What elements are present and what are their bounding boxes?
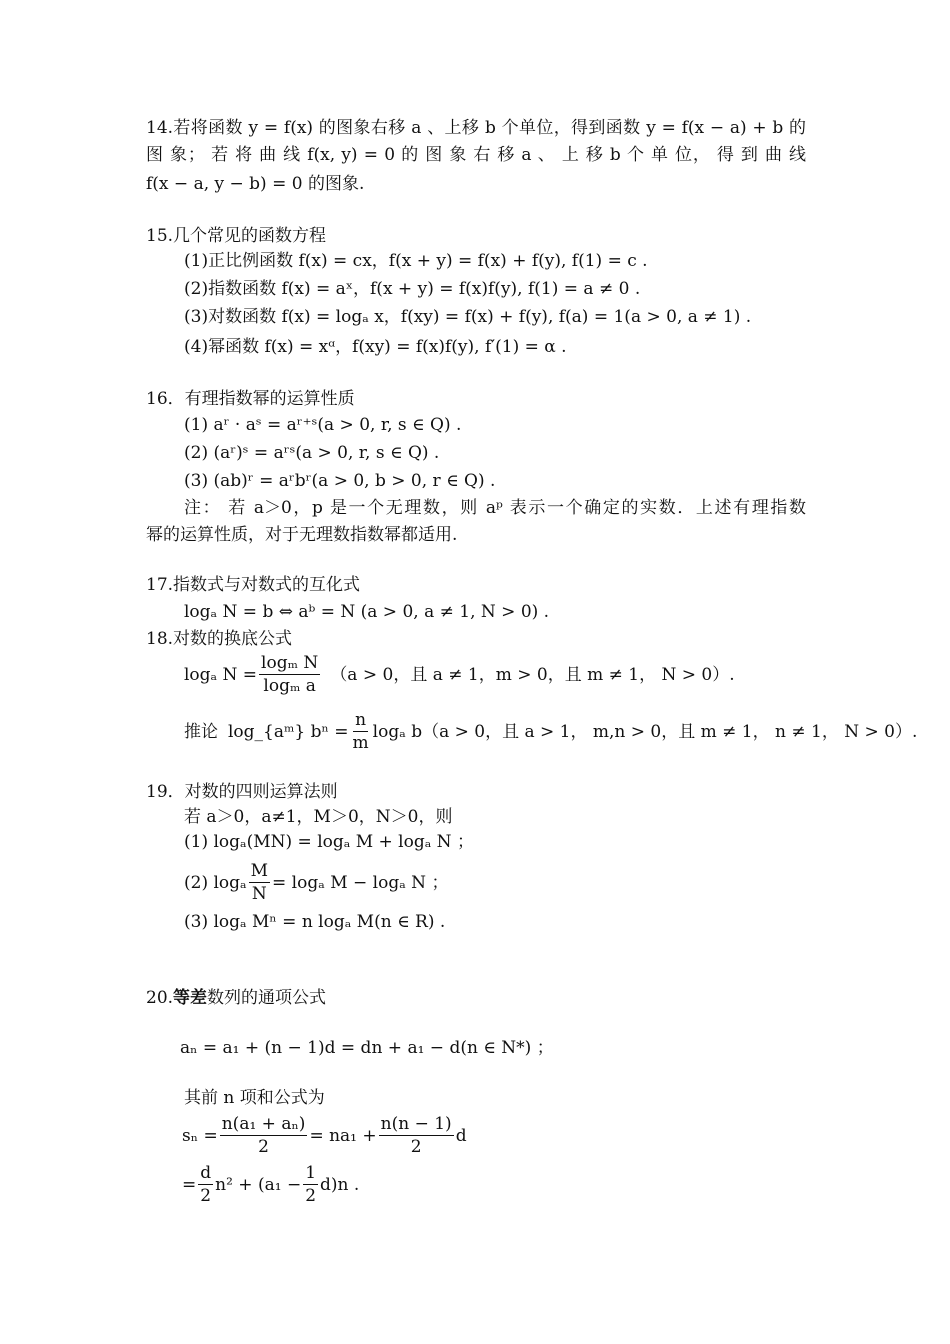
line-2-equals: =	[182, 1174, 197, 1195]
sum-fraction-1-numerator: n(a₁ + aₙ)	[221, 1114, 306, 1134]
line-2-fraction-2	[303, 1162, 318, 1207]
rule-2-numerator: M	[250, 861, 269, 881]
line-2-fraction-1-numerator: d	[200, 1163, 212, 1183]
section-16-item-1: (1) aʳ · aˢ = aʳ⁺ˢ(a > 0, r, s ∈ Q) .	[184, 415, 462, 435]
section-19-rule-3: (3) logₐ Mⁿ = n logₐ M(n ∈ R) .	[184, 912, 446, 932]
section-20-title-bold: 等差	[173, 988, 208, 1008]
corollary-label: 推论	[184, 721, 218, 742]
sum-fraction-2	[379, 1113, 454, 1158]
section-20-title-rest: 数列的通项公式	[207, 988, 327, 1008]
section-15-item-4: (4)幂函数 f(x) = xᵅ，f(xy) = f(x)f(y), f′(1) = α .	[184, 337, 567, 357]
line-2-end: d)n .	[320, 1174, 360, 1195]
section-16-note-line-1: 注： 若 a＞0，p 是一个无理数，则 aᵖ 表示一个确定的实数．上述有理指数	[184, 498, 806, 518]
section-15-item-1: (1)正比例函数 f(x) = cx，f(x + y) = f(x) + f(y), f(1) = c .	[184, 251, 648, 271]
section-18-corollary	[184, 709, 917, 754]
corollary-denominator: m	[352, 733, 369, 753]
change-base-fraction	[259, 652, 320, 697]
section-18-title: 18.对数的换底公式	[146, 629, 293, 649]
section-19-rule-1: (1) logₐ(MN) = logₐ M + logₐ N ；	[184, 832, 474, 852]
corollary-lhs: log_{aᵐ} bⁿ =	[228, 721, 349, 742]
section-14-line-2: 图 象； 若 将 曲 线 f(x, y) = 0 的 图 象 右 移 a 、 上 移 b 个 单 位， 得 到 曲 线	[146, 145, 806, 165]
rule-2-fraction	[249, 860, 270, 905]
section-14-line-1: 14.若将函数 y = f(x) 的图象右移 a 、上移 b 个单位，得到函数 y = f(x − a) + b 的	[146, 118, 806, 138]
sum-fraction-2-numerator: n(n − 1)	[380, 1114, 452, 1134]
sum-fraction-1-denominator: 2	[258, 1137, 269, 1157]
section-18-formula	[184, 652, 735, 697]
section-15-item-3: (3)对数函数 f(x) = logₐ x，f(xy) = f(x) + f(y), f(a) = 1(a > 0, a ≠ 1) .	[184, 307, 752, 327]
line-2-fraction-1	[198, 1162, 213, 1207]
line-2-fraction-2-numerator: 1	[305, 1163, 317, 1183]
change-base-conditions: （a > 0，且 a ≠ 1，m > 0，且 m ≠ 1， N > 0）.	[330, 664, 735, 685]
corollary-fraction	[351, 709, 371, 754]
section-17-title: 17.指数式与对数式的互化式	[146, 575, 361, 595]
section-16-title: 16．有理指数幂的运算性质	[146, 389, 355, 409]
corollary-numerator: n	[355, 710, 367, 730]
change-base-lhs: logₐ N =	[184, 664, 258, 685]
corollary-rhs: logₐ b（a > 0，且 a > 1， m,n > 0，且 m ≠ 1， n ≠ 1， N > 0）.	[372, 721, 918, 742]
change-base-denominator: logₘ a	[263, 676, 316, 696]
section-19-conditions: 若 a＞0，a≠1，M＞0，N＞0，则	[184, 807, 453, 827]
section-15-title: 15.几个常见的函数方程	[146, 226, 327, 246]
line-2-fraction-2-denominator: 2	[305, 1186, 317, 1206]
sum-end: d	[455, 1125, 467, 1146]
line-2-fraction-1-denominator: 2	[200, 1186, 212, 1206]
sum-formula-line-2	[182, 1162, 359, 1207]
section-20-title	[146, 986, 326, 1010]
section-19-rule-2	[184, 860, 448, 905]
line-2-middle: n² + (a₁ −	[215, 1174, 302, 1195]
section-15-item-2: (2)指数函数 f(x) = aˣ，f(x + y) = f(x)f(y), f(1) = a ≠ 0 .	[184, 279, 641, 299]
section-16-note-line-2: 幂的运算性质，对于无理数指数幂都适用.	[146, 525, 458, 545]
section-16-item-2: (2) (aʳ)ˢ = aʳˢ(a > 0, r, s ∈ Q) .	[184, 443, 440, 463]
section-14-line-3: f(x − a, y − b) = 0 的图象.	[146, 174, 365, 194]
section-19-title: 19．对数的四则运算法则	[146, 782, 338, 802]
sum-formula-line-1	[182, 1113, 467, 1158]
change-base-numerator: logₘ N	[261, 653, 319, 673]
sum-middle: = na₁ +	[309, 1125, 377, 1146]
sum-formula-label: 其前 n 项和公式为	[184, 1088, 325, 1108]
rule-2-prefix: (2) logₐ	[184, 872, 247, 893]
sum-fraction-1	[220, 1113, 308, 1158]
section-16-item-3: (3) (ab)ʳ = aʳbʳ(a > 0, b > 0, r ∈ Q) .	[184, 471, 496, 491]
rule-2-suffix: = logₐ M − logₐ N ；	[272, 872, 449, 893]
sum-fraction-2-denominator: 2	[410, 1137, 422, 1157]
section-20-number: 20.	[146, 988, 174, 1008]
section-17-formula: logₐ N = b ⇔ aᵇ = N (a > 0, a ≠ 1, N > 0) .	[184, 602, 550, 622]
arithmetic-general-term: aₙ = a₁ + (n − 1)d = dn + a₁ − d(n ∈ N*) ；	[180, 1038, 554, 1058]
sum-lhs: sₙ =	[182, 1125, 218, 1146]
rule-2-denominator: N	[251, 884, 267, 904]
